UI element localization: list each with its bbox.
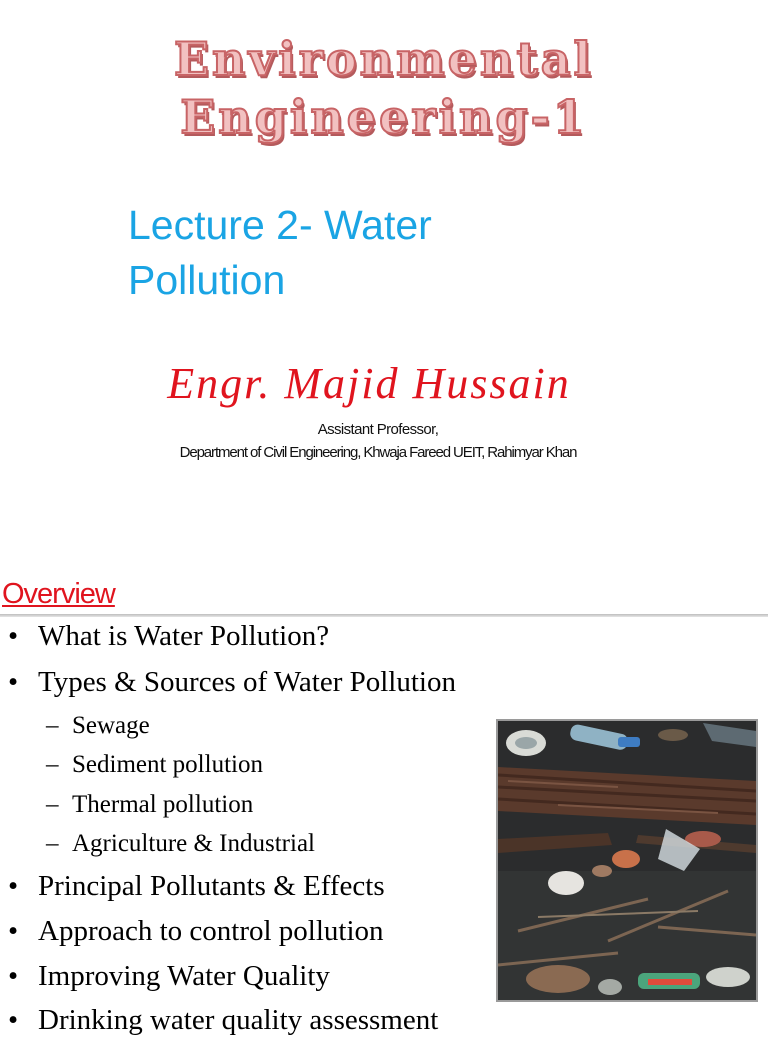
list-item-text: Improving Water Quality bbox=[38, 960, 330, 992]
list-item bbox=[8, 960, 330, 993]
dash-icon: – bbox=[46, 791, 59, 818]
sub-list-item-text: Sediment pollution bbox=[72, 751, 263, 778]
polluted-water-illustration bbox=[498, 721, 756, 1000]
author-department: Department of Civil Engineering, Khwaja Fareed UEIT, Rahimyar Khan bbox=[179, 444, 577, 461]
list-item-text: Principal Pollutants & Effects bbox=[38, 870, 385, 902]
sub-list-item bbox=[46, 830, 315, 858]
overview-heading: Overview bbox=[2, 578, 115, 610]
list-item-text: Drinking water quality assessment bbox=[38, 1004, 439, 1036]
dash-icon: – bbox=[46, 830, 59, 857]
sub-list-item-text: Sewage bbox=[72, 712, 150, 739]
title-line-2: Engineering-1 bbox=[180, 90, 588, 144]
dash-icon: – bbox=[46, 751, 59, 778]
lecture-subtitle: Lecture 2- Water Pollution bbox=[128, 202, 432, 303]
list-item-text: Approach to control pollution bbox=[38, 915, 384, 947]
sub-list-item bbox=[46, 791, 253, 819]
title-line-1: Environmental bbox=[174, 32, 594, 86]
list-item-text: Types & Sources of Water Pollution bbox=[38, 666, 456, 698]
author-position: Assistant Professor, bbox=[317, 421, 439, 438]
bullet-icon: • bbox=[8, 960, 19, 992]
bullet-icon: • bbox=[8, 870, 19, 902]
bullet-icon: • bbox=[8, 915, 19, 947]
dash-icon: – bbox=[46, 712, 59, 739]
sub-list-item-text: Agriculture & Industrial bbox=[72, 830, 315, 857]
heading-divider bbox=[0, 614, 768, 617]
list-item-text: What is Water Pollution? bbox=[38, 620, 330, 652]
bullet-icon: • bbox=[8, 1004, 19, 1036]
author-name: Engr. Majid Hussain bbox=[167, 359, 571, 408]
list-item bbox=[8, 1004, 438, 1037]
polluted-water-photo bbox=[496, 719, 758, 1002]
list-item bbox=[8, 870, 385, 903]
bullet-icon: • bbox=[8, 620, 19, 652]
bullet-icon: • bbox=[8, 666, 19, 698]
list-item bbox=[8, 666, 456, 699]
list-item bbox=[8, 620, 329, 653]
sub-list-item bbox=[46, 751, 263, 779]
sub-list-item bbox=[46, 712, 150, 740]
list-item bbox=[8, 915, 384, 948]
sub-list-item-text: Thermal pollution bbox=[72, 791, 254, 818]
